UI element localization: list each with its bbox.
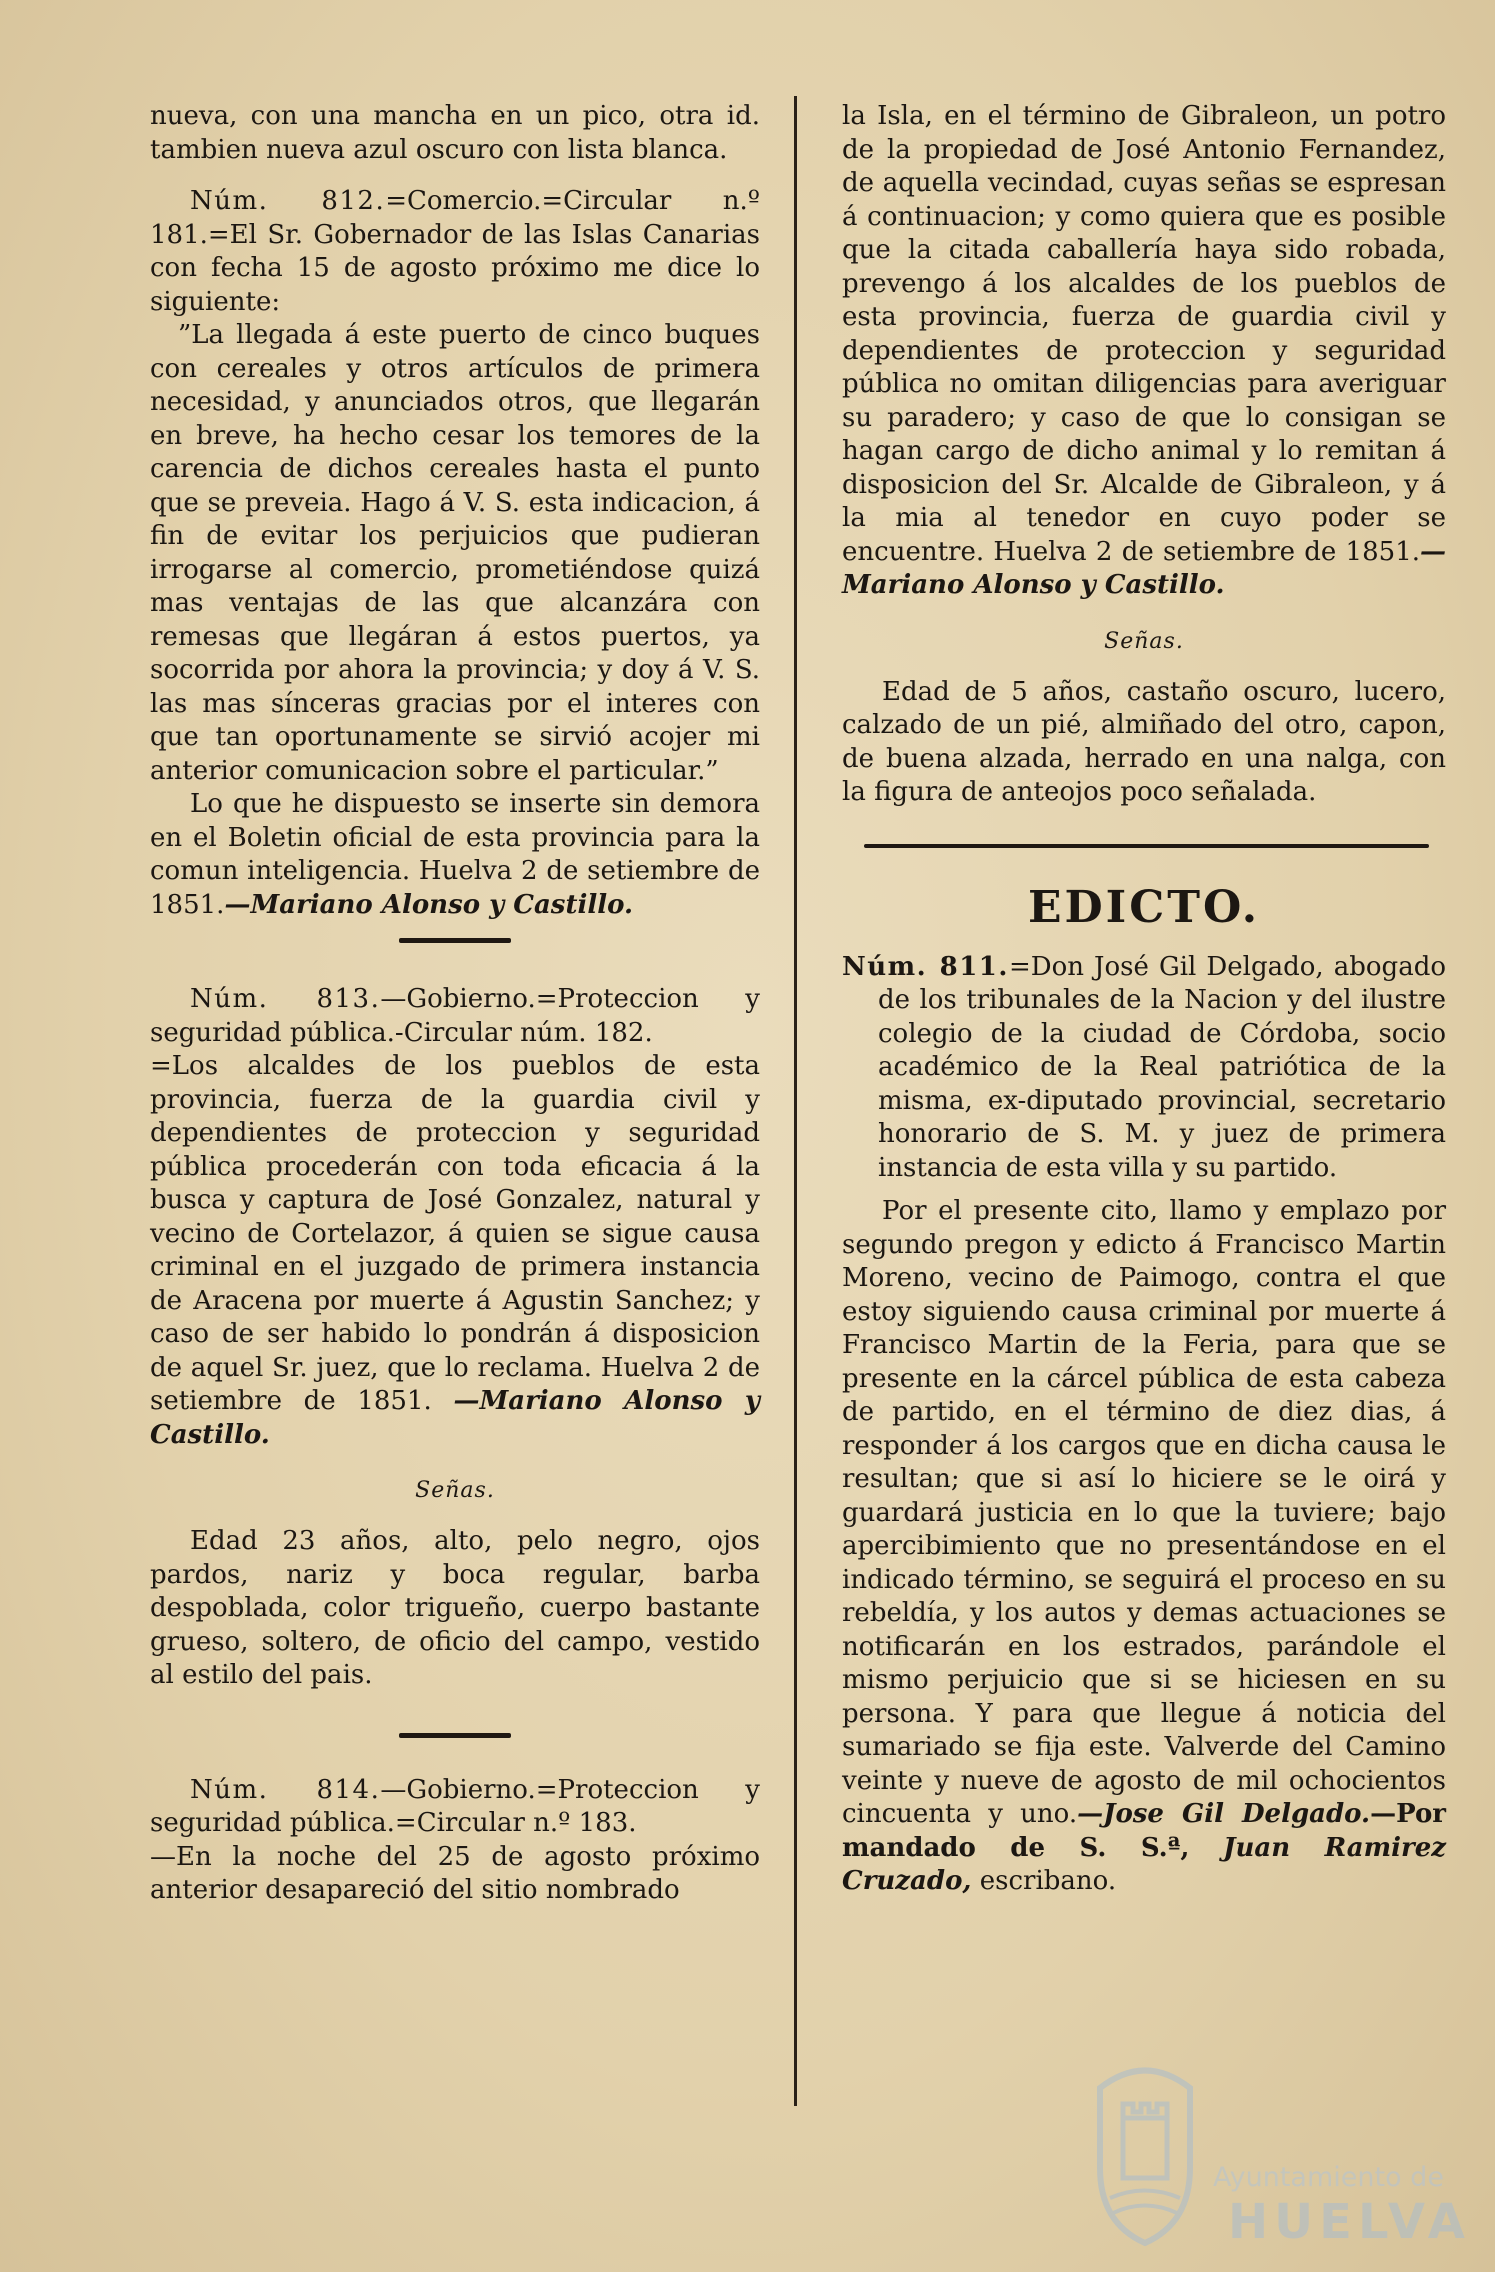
notice-number: Núm. 811.	[842, 951, 1009, 982]
senas-description: Edad de 5 años, castaño oscuro, lucero, calzado de un pié, almiñado del otro, capon, de buena alzada, herrado en una nalga, con la figura de anteojos poco señalada.	[842, 676, 1446, 807]
signature: —Mariano Alonso y Castillo.	[150, 1386, 760, 1450]
separator-rule	[399, 938, 511, 943]
senas-description: Edad 23 años, alto, pelo negro, ojos pardos, nariz y boca regular, barba despoblada, color trigueño, cuerpo bastante grueso, soltero, de oficio del campo, vestido al estilo del pais.	[150, 1526, 760, 1690]
city-crest-icon	[1085, 2048, 1205, 2248]
notice-number: Núm. 814.	[190, 1774, 381, 1805]
watermark-line1: Ayuntamiento de	[1213, 2162, 1444, 2193]
senas-heading: Señas.	[1104, 628, 1184, 654]
notice-header-text: =Don José Gil Delgado, abogado de los tribunales de la Nacion y del ilustre colegio de la ciudad de Córdoba, socio académico de la Real patriótica de la misma, ex-diputado provincial, secretario honorario de S. M. y juez de primera instancia de esta villa y su partido.	[878, 951, 1446, 1183]
notice-number: Núm. 812.	[190, 186, 386, 216]
edict-title: EDICTO.	[1027, 881, 1261, 933]
notice-812-quote: ”La llegada á este puerto de cinco buques con cereales y otros artículos de primera necesidad, y anunciados otros, que llegarán en breve, ha hecho cesar los temores de la carencia de dichos cereales hasta el punto que se preveia. Hago á V. S. esta indicacion, á fin de evitar los perjuicios que pudieran irrogarse al comercio, prometiéndose quizá mas ventajas de las que alcanzára con remesas que llegáran á estos puertos, ya socorrida por ahora la provincia; y doy á V. S. las mas sínceras gracias por el interes con que tan oportunamente se sirvió acojer mi anterior comunicacion sobre el particular.”	[150, 320, 760, 786]
huelva-watermark	[1085, 2048, 1471, 2258]
notice-812-closing	[150, 788, 760, 922]
column-divider	[794, 96, 797, 2106]
notice-number: Núm. 813.	[190, 984, 381, 1014]
left-column	[150, 100, 760, 1908]
notice-body-text: Por el presente cito, llamo y emplazo por segundo pregon y edicto á Francisco Martin Moreno, vecino de Paimogo, contra el que estoy siguiendo causa criminal por muerte á Francisco Martin de la Feria, para que se presente en la cárcel pública de esta cabeza de partido, en el término de diez dias, á responder á los cargos que en dicha causa le resultan; que si así lo hiciere se le oirá y guardará justicia en lo que la tuviere; bajo apercibimiento que no presentándose en el indicado término, se seguirá el proceso en su rebeldía, y los autos y demas actuaciones se notificarán en los estrados, parándole el mismo perjuicio que si se hiciesen en su persona. Y para que llegue á noticia del sumariado se fija este. Valverde del Camino veinte y nueve de agosto de mil ochocientos cincuenta y uno.	[842, 1196, 1446, 1829]
clerk-title: escribano.	[979, 1866, 1117, 1896]
signature: —Jose Gil Delgado.	[1077, 1799, 1371, 1829]
notice-814-header	[150, 1774, 760, 1841]
signature: —Mariano Alonso y Castillo.	[842, 536, 1446, 600]
continuation-body: la Isla, en el término de Gibraleon, un potro de la propiedad de José Antonio Fernandez, de aquella vecindad, cuyas señas se espresan á continuacion; y como quiera que es posible que la citada caballería haya sido robada, prevengo á los alcaldes de los pueblos de esta provincia, fuerza de guardia civil y dependientes de proteccion y seguridad pública no omitan diligencias para averiguar su paradero; y caso de que lo consigan se hagan cargo de dicho animal y lo remitan á disposicion del Sr. Alcalde de Gibraleon, y á la mia al tenedor en cuyo poder se encuentre. Huelva 2 de setiembre de 1851.	[842, 101, 1446, 567]
watermark-line2: HUELVA	[1228, 2194, 1471, 2250]
notice-body-text: =Los alcaldes de los pueblos de esta provincia, fuerza de la guardia civil y dependientes de proteccion y seguridad pública procederán con toda eficacia á la busca y captura de José Gonzalez, natural y vecino de Cortelazor, á quien se sigue causa criminal en el juzgado de primera instancia de Aracena por muerte á Agustin Sanchez; y caso de ser habido lo pondrán á disposicion de aquel Sr. juez, que lo reclama. Huelva 2 de setiembre de 1851.	[150, 1051, 760, 1416]
notice-header-text: —Gobierno.=Proteccion y seguridad pública.=Circular n.º 183.	[150, 1774, 760, 1838]
closing-text: Lo que he dispuesto se inserte sin demora en el Boletin oficial de esta provincia para la comun inteligencia. Huelva 2 de setiembre de 1851.	[150, 789, 760, 920]
separator-rule	[399, 1733, 511, 1738]
clerk-prefix: —Por mandado de S. S.ª,	[842, 1799, 1446, 1863]
right-column	[842, 100, 1446, 1899]
notice-header-text: =Comercio.=Circular n.º 181.=El Sr. Gobernador de las Islas Canarias con fecha 15 de agosto próximo me dice lo siguiente:	[150, 186, 760, 317]
continuation-text: nueva, con una mancha en un pico, otra id. tambien nueva azul oscuro con lista blanca.	[150, 101, 760, 165]
signature: —Mariano Alonso y Castillo.	[224, 889, 634, 920]
continuation-text	[842, 100, 1446, 603]
notice-813-header	[150, 983, 760, 1050]
notice-814-body: —En la noche del 25 de agosto próximo anterior desapareció del sitio nombrado	[150, 1841, 760, 1905]
notice-811-body	[842, 1195, 1446, 1899]
separator-rule-wide	[864, 844, 1429, 848]
senas-heading: Señas.	[415, 1478, 495, 1503]
notice-813-body	[150, 1050, 760, 1452]
notice-header-text: —Gobierno.=Proteccion y seguridad pública.-Circular núm. 182.	[150, 984, 760, 1048]
notice-812-header	[150, 185, 760, 319]
notice-811-header	[842, 951, 1446, 1186]
clerk-name: Juan Ramirez Cruzado,	[842, 1832, 1447, 1896]
